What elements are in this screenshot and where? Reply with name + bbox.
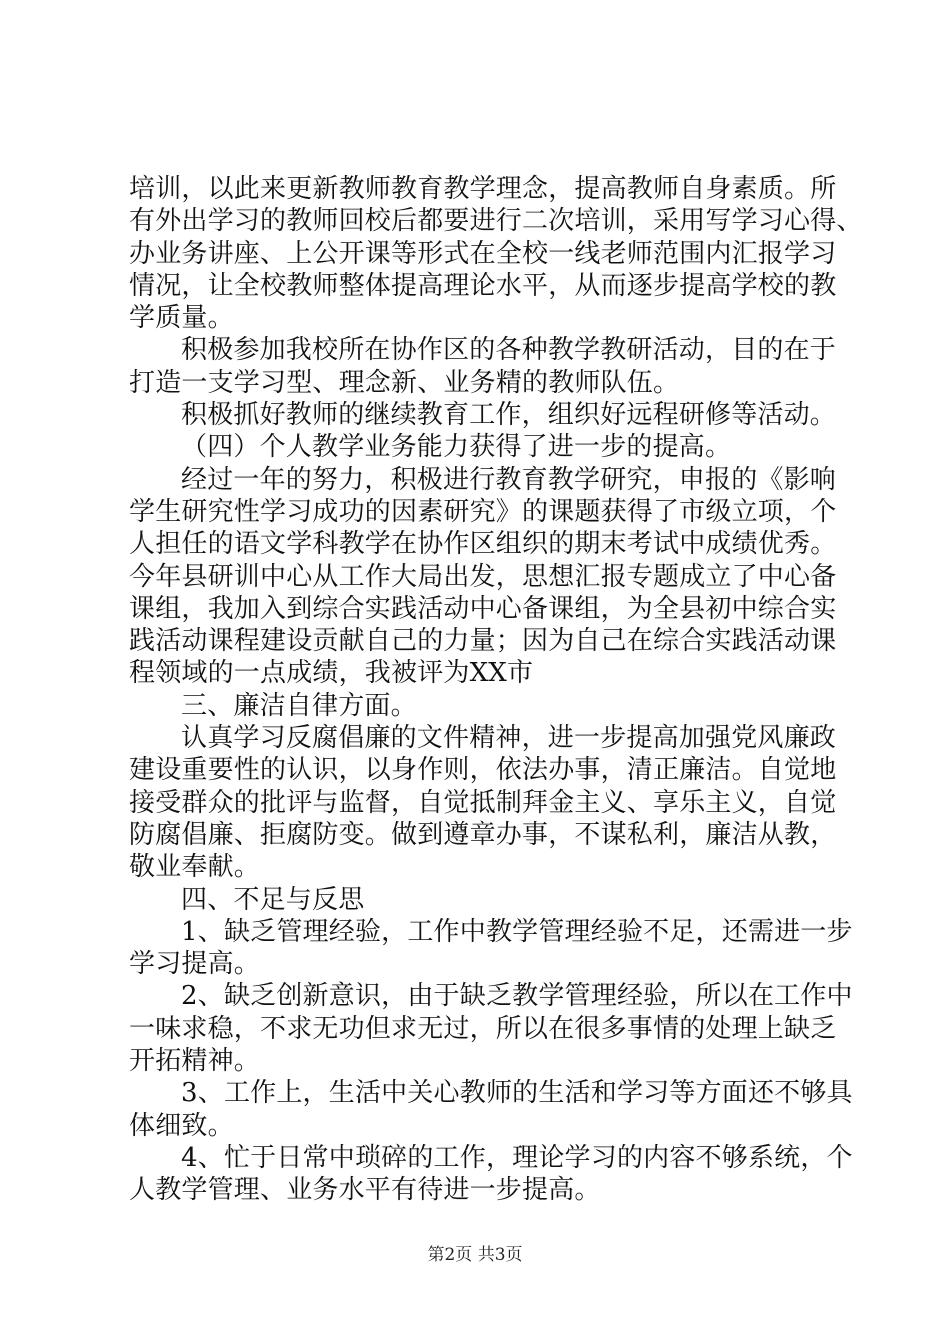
text-line: 程领域的一点成绩，我被评为XX市 xyxy=(129,658,534,689)
text-line: 情况，让全校教师整体提高理论水平，从而逐步提高学校的教 xyxy=(129,270,837,301)
text-line: 开拓精神。 xyxy=(129,1046,261,1077)
text-line: 课组，我加入到综合实践活动中心备课组，为全县初中综合实 xyxy=(129,593,837,624)
text-line: 建设重要性的认识，以身作则，依法办事，清正廉洁。自觉地 xyxy=(129,755,837,786)
text-line: 培训，以此来更新教师教育教学理念，提高教师自身素质。所 xyxy=(129,174,837,204)
text-line: 敬业奉献。 xyxy=(129,852,261,883)
text-line: 学习提高。 xyxy=(129,949,261,980)
text-line: 3、工作上，生活中关心教师的生活和学习等方面还不够具 xyxy=(181,1078,853,1109)
document-body xyxy=(129,173,863,1207)
text-line: 经过一年的努力，积极进行教育教学研究，申报的《影响 xyxy=(181,464,837,495)
text-line: 防腐倡廉、拒腐防变。做到遵章办事，不谋私利，廉洁从教， xyxy=(129,819,837,850)
text-line: 1、缺乏管理经验，工作中教学管理经验不足，还需进一步 xyxy=(181,916,853,947)
text-line: 践活动课程建设贡献自己的力量；因为自己在综合实践活动课 xyxy=(129,626,837,657)
text-line: 学生研究性学习成功的因素研究》的课题获得了市级立项，个 xyxy=(129,496,837,527)
text-line: 三、廉洁自律方面。 xyxy=(181,690,417,721)
text-line: 体细致。 xyxy=(129,1110,234,1141)
text-line: 人教学管理、业务水平有待进一步提高。 xyxy=(129,1175,601,1206)
text-line: 学质量。 xyxy=(129,303,234,334)
text-line: 积极抓好教师的继续教育工作，组织好远程研修等活动。 xyxy=(181,400,837,431)
text-line: 有外出学习的教师回校后都要进行二次培训，采用写学习心得、 xyxy=(129,206,863,237)
text-line: 今年县研训中心从工作大局出发，思想汇报专题成立了中心备 xyxy=(129,561,837,592)
text-line: 人担任的语文学科教学在协作区组织的期末考试中成绩优秀。 xyxy=(129,529,837,560)
text-line: 打造一支学习型、理念新、业务精的教师队伍。 xyxy=(129,367,680,398)
text-line: 4、忙于日常中琐碎的工作，理论学习的内容不够系统，个 xyxy=(181,1142,853,1173)
text-line: 认真学习反腐倡廉的文件精神，进一步提高加强党风廉政 xyxy=(181,723,837,754)
text-line: （四）个人教学业务能力获得了进一步的提高。 xyxy=(181,432,732,463)
text-line: 四、不足与反思 xyxy=(181,884,365,915)
page-footer: 第2页 共3页 xyxy=(427,1245,523,1265)
text-line: 积极参加我校所在协作区的各种教学教研活动，目的在于 xyxy=(181,335,837,366)
text-line: 接受群众的批评与监督，自觉抵制拜金主义、享乐主义，自觉 xyxy=(129,787,837,818)
text-line: 一味求稳，不求无功但求无过，所以在很多事情的处理上缺乏 xyxy=(129,1013,837,1044)
text-line: 2、缺乏创新意识，由于缺乏教学管理经验，所以在工作中 xyxy=(181,981,853,1012)
text-line: 办业务讲座、上公开课等形式在全校一线老师范围内汇报学习 xyxy=(129,238,837,269)
